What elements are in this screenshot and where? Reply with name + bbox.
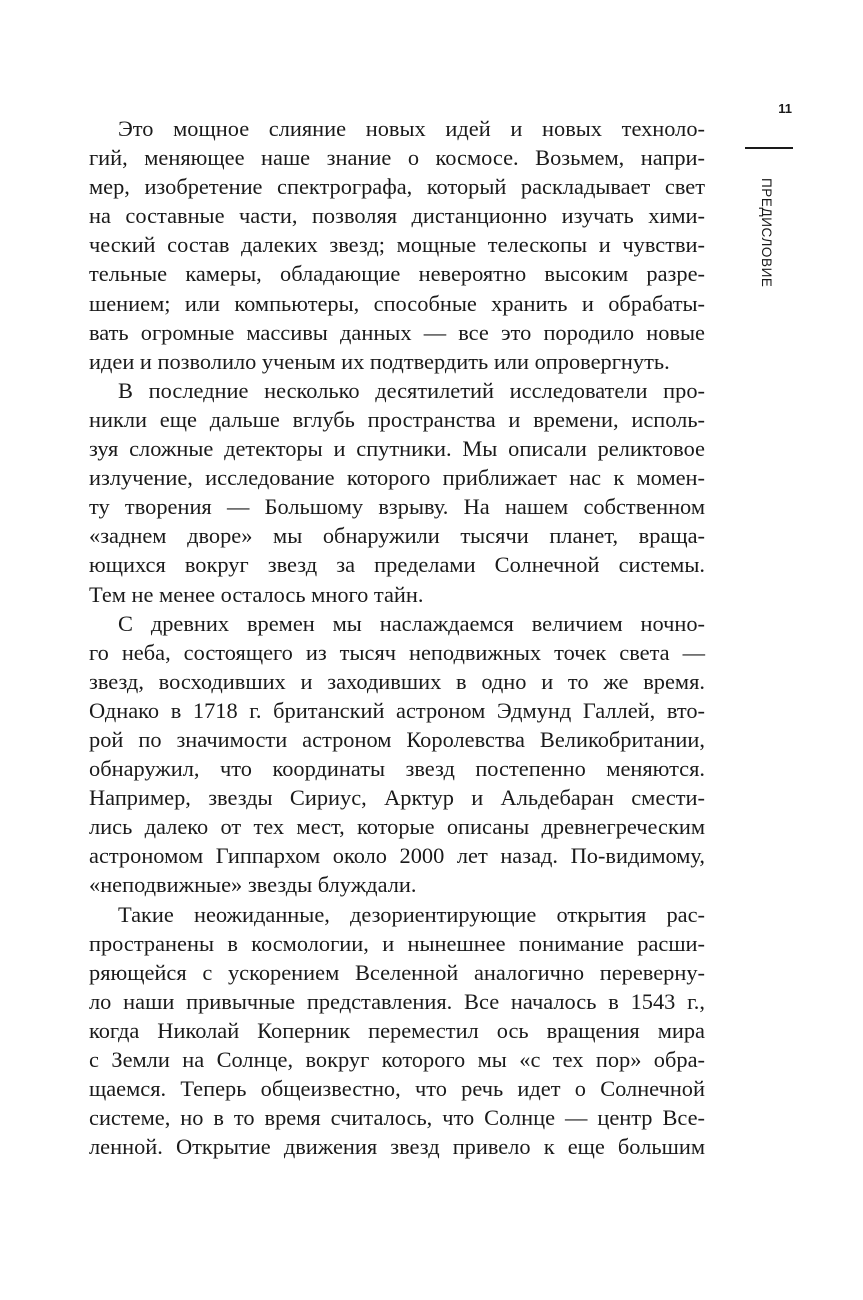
text-line: когда Николай Коперник переместил ось вращения мира <box>89 1017 705 1043</box>
text-line: щаемся. Теперь общеизвестно, что речь идет о Солнечной <box>89 1076 705 1102</box>
text-line: В последние несколько десятилетий исследователи про- <box>118 377 705 403</box>
paragraph-1 <box>89 114 705 376</box>
text-line: го неба, состоящего из тысяч неподвижных точек света — <box>89 639 705 665</box>
paragraph-2 <box>89 376 705 609</box>
text-line: пространены в космологии, и нынешнее понимание расши- <box>89 930 705 956</box>
text-line: астрономом Гиппархом около 2000 лет назад. По-видимому, <box>89 843 705 869</box>
text-line: рой по значимости астроном Королевства Великобритании, <box>89 726 705 752</box>
text-line: ющихся вокруг звезд за пределами Солнечной системы. <box>89 552 705 578</box>
header-rule <box>745 147 793 149</box>
text-line: ческий состав далеких звезд; мощные телескопы и чувстви- <box>89 232 705 258</box>
text-line: гий, меняющее наше знание о космосе. Возьмем, напри- <box>89 145 705 171</box>
text-line: на составные части, позволяя дистанционно изучать хими- <box>89 203 705 229</box>
text-line: шением; или компьютеры, способные хранить и обрабаты- <box>89 290 705 316</box>
text-line: никли еще дальше вглубь пространства и времени, исполь- <box>89 406 705 432</box>
text-line: «неподвижные» звезды блуждали. <box>89 872 417 898</box>
text-line: С древних времен мы наслаждаемся величием ночно- <box>118 610 705 636</box>
text-line: тельные камеры, обладающие невероятно высоким разре- <box>89 261 705 287</box>
page-number: 11 <box>778 101 792 116</box>
body-text <box>89 114 705 1161</box>
text-line: лись далеко от тех мест, которые описаны древнегреческим <box>89 814 705 840</box>
text-line: излучение, исследование которого приближает нас к момен- <box>89 465 705 491</box>
text-line: ленной. Открытие движения звезд привело к еще большим <box>89 1134 705 1160</box>
running-head: ПРЕДИСЛОВИЕ <box>759 178 774 288</box>
text-line: идеи и позволило ученым их подтвердить или опровергнуть. <box>89 348 670 374</box>
paragraph-3 <box>89 609 705 900</box>
text-line: Однако в 1718 г. британский астроном Эдмунд Галлей, вто- <box>89 697 705 723</box>
text-line: звезд, восходивших и заходивших в одно и то же время. <box>89 668 705 694</box>
text-line: Это мощное слияние новых идей и новых техноло- <box>118 116 705 141</box>
text-line: системе, но в то время считалось, что Солнце — центр Все- <box>89 1105 705 1131</box>
text-line: с Земли на Солнце, вокруг которого мы «с тех пор» обра- <box>89 1047 705 1072</box>
paragraph-4 <box>89 900 705 1162</box>
text-line: обнаружил, что координаты звезд постепенно меняются. <box>89 756 705 782</box>
text-line: ряющейся с ускорением Вселенной аналогично переверну- <box>89 959 705 985</box>
text-line: ло наши привычные представления. Все началось в 1543 г., <box>89 988 705 1014</box>
text-line: зуя сложные детекторы и спутники. Мы описали реликтовое <box>89 436 705 462</box>
text-line: мер, изобретение спектрографа, который раскладывает свет <box>89 174 705 200</box>
text-line: Тем не менее осталось много тайн. <box>89 581 424 607</box>
text-line: «заднем дворе» мы обнаружили тысячи планет, враща- <box>89 523 705 549</box>
text-line: Такие неожиданные, дезориентирующие открытия рас- <box>118 901 705 927</box>
text-line: вать огромные массивы данных — все это породило новые <box>89 319 705 345</box>
text-line: Например, звезды Сириус, Арктур и Альдебаран смести- <box>89 785 705 811</box>
text-line: ту творения — Большому взрыву. На нашем собственном <box>89 494 705 520</box>
